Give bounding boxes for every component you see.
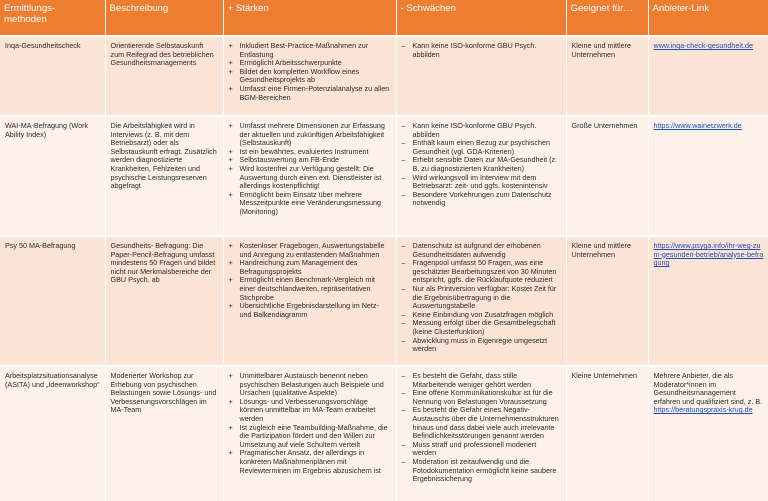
weakness-item: – Nur als Printversion verfügbar: Kostet Zeit für die Ergebnisübertragung in die Auswertungstabelle <box>401 283 557 311</box>
strength-item: + Übersichtliche Ergebnisdarstellung im Netz- und Balkendiagramm <box>228 301 379 319</box>
cell-anbieter <box>648 236 768 366</box>
strength-item: + Lösungs- und Verbesserungsvorschläge können unmittelbar im MA-Team erarbeitet werden <box>228 396 376 423</box>
cell-anbieter <box>648 36 768 116</box>
provider-link[interactable]: https://www.psyga.info/ihr-weg-zum-gesunden-betrieb/analyse-befragung <box>653 241 764 268</box>
cell-staerken <box>223 36 396 116</box>
strength-item: + Inkludiert Best-Practice-Maßnahmen zur Entlastung <box>228 41 369 59</box>
cell-staerken <box>223 116 396 236</box>
weakness-item: – Kann keine ISO-konforme GBU Psych. abbilden <box>401 121 537 139</box>
header-beschreibung: Beschreibung <box>105 0 223 36</box>
table-row <box>0 116 768 236</box>
cell-staerken <box>223 366 396 501</box>
weakness-item: – Kann keine ISO-konforme GBU Psych. abbilden <box>401 41 537 59</box>
cell-anbieter <box>648 116 768 236</box>
strength-item: + Ermöglicht Arbeitsschwerpunkte <box>228 58 342 68</box>
strength-item: + Unmittelbarer Austausch benennt neben psychischen Belastungen auch Beispiele und Ursachen (qualitative Aspekte) <box>228 371 384 398</box>
weakness-item: – Moderation ist zeitaufwendig und die Fotodokumentation ermöglicht keine saubere Ergebnissicherung <box>401 456 557 484</box>
cell-beschreibung: Die Arbeitsfähigkeit wird in Interviews (z. B. mit dem Betriebsarzt) oder als Selbstauskunft erfragt. Zusätzlich werden diagnostizierte Krankheiten, Fehlzeiten und psychische Leistungsreserven abgefragt <box>105 116 223 236</box>
weakness-item: – Es besteht die Gefahr eines Negativ-Austauschs über die Unternehmensstrukturen hinaus und dass dabei viele auch irrelevante Befindlichkeitsstörungen genannt werden <box>401 405 559 441</box>
cell-geeignet: Kleine Unternehmen <box>566 366 648 501</box>
provider-link[interactable]: https://beratungspraxis-krug.de <box>653 405 753 415</box>
cell-beschreibung: Moderierter Workshop zur Erhebung von psychischen Belastungen sowie Lösungs- und Verbesserungsvorschlägen im MA-Team <box>105 366 223 501</box>
header-anbieter-link: Anbieter-Link <box>648 0 768 36</box>
strength-item: + Kostenloser Fragebogen, Auswertungstabelle und Anregung zu entlastenden Maßnahmen <box>228 241 385 259</box>
cell-geeignet: Große Unternehmen <box>566 116 648 236</box>
weakness-item: – Wird wirkungsvoll im Interview mit dem Betriebsarzt: zeit- und ggfs. kostenintensiv <box>401 172 548 191</box>
strength-item: + Umfasst eine Firmen-Potenzialanalyse zu allen BGM-Bereichen <box>228 83 390 102</box>
strength-item: + Ist ein bewährtes, evaluiertes Instrument <box>228 146 369 156</box>
strength-item: + Ermöglicht einen Benchmark-Vergleich mit einer deutschlandweiten, repräsentativen Stichprobe <box>228 275 375 302</box>
provider-text: Mehrere Anbieter, die als Moderator*innen im Gesundheitsmanagement erfahren und qualifiziert sind, z. B. <box>653 371 763 406</box>
strength-item: + Handreichung zum Management des Befragungsprojekts <box>228 258 358 276</box>
cell-anbieter <box>648 366 768 501</box>
provider-link[interactable]: www.inqa-check-gesundheit.de <box>653 41 753 50</box>
cell-methode: WAI-MA-Befragung (Work Ability Index) <box>0 116 105 236</box>
table-row <box>0 236 768 366</box>
strength-item: + Ermöglicht beim Einsatz über mehrere Messzeitpunkte eine Veränderungsmessung (Monitoring) <box>228 189 381 216</box>
strength-item: + Umfasst mehrere Dimensionen zur Erfassung der aktuellen und zukünftigen Arbeitsfähigkeit (Selbstauskunft) <box>228 121 385 148</box>
weakness-item: – Abwicklung muss in Eigenregie umgesetzt werden <box>401 335 548 354</box>
cell-beschreibung: Orientierende Selbstauskunft zum Reifegrad des betrieblichen Gesundheitsmanagements <box>105 36 223 116</box>
cell-methode: Psy 50 MA-Befragung <box>0 236 105 366</box>
cell-geeignet: Kleine und mittlere Unternehmen <box>566 236 648 366</box>
cell-geeignet: Kleine und mittlere Unternehmen <box>566 36 648 116</box>
provider-link[interactable]: https://www.wainetzwerk.de <box>653 121 742 130</box>
header-schwaechen: - Schwächen <box>396 0 566 36</box>
weakness-item: – Eine offene Kommunikationskultur ist für die Nennung von Belastungen Voraussetzung <box>401 388 553 406</box>
cell-schwaechen <box>396 366 566 501</box>
weakness-item: – Fragenpool umfasst 50 Fragen, was eine geschätzter Bearbeitungszeit von 30 Minuten entspricht, ggfs. die Rücklaufquote reduziert <box>401 258 557 285</box>
cell-methode: Inqa-Gesundheitscheck <box>0 36 105 116</box>
header-row <box>0 0 768 36</box>
weakness-item: – Enthält kaum einen Bezug zur psychischen Gesundheit (vgl. GDA-Kriterien) <box>401 138 550 156</box>
cell-schwaechen <box>396 236 566 366</box>
weakness-item: – Erhebt sensible Daten zur MA-Gesundheit (z. B. zu diagnostizierten Krankheiten) <box>401 155 558 173</box>
weakness-item: – Besondere Vorkehrungen zum Datenschutz notwendig <box>401 189 552 208</box>
cell-beschreibung: Gesundheits- Befragung: Die Paper-Pencil-Befragung umfasst mindestens 50 Fragen und bildet nicht nur Merkmalsbereiche der GBU Psych. ab <box>105 236 223 366</box>
header-staerken: + Stärken <box>223 0 396 36</box>
strength-item: + Wird kostenfrei zur Verfügung gestellt: Die Auswertung durch einen ext. Dienstleister ist allerdings kostenpflichtig! <box>228 163 382 191</box>
weakness-item: – Messung erfolgt über die Gesamtbelegschaft (keine Clusterfunktion) <box>401 318 556 336</box>
weakness-item: – Keine Einbindung von Zusatzfragen möglich <box>401 309 554 319</box>
cell-schwaechen <box>396 116 566 236</box>
weakness-item: – Es besteht die Gefahr, dass stille Mitarbeitende weniger gehört werden <box>401 371 532 389</box>
header-geeignet: Geeignet für… <box>566 0 648 36</box>
table-row <box>0 366 768 501</box>
strength-item: + Bildet den kompletten Workflow eines Gesundheitsprojekts ab <box>228 66 360 85</box>
cell-staerken <box>223 236 396 366</box>
weakness-item: – Datenschutz ist aufgrund der erhobenen Gesundheitsdaten aufwendig <box>401 241 541 259</box>
strength-item: + Pragmatischer Ansatz, der allerdings in konkreten Maßnahmenplänen mit Reviewterminen im Ergebnis abzusichern ist <box>228 448 381 475</box>
header-ermittlungsmethoden: Ermittlungs- methoden <box>0 0 105 36</box>
table-row <box>0 36 768 116</box>
cell-methode: Arbeitsplatzsituationsanalyse (ASITA) und „Ideenworkshop“ <box>0 366 105 501</box>
weakness-item: – Muss straff und professionell moderiert werden <box>401 439 537 458</box>
strength-item: + Ist zugleich eine Teambuilding-Maßnahme, die die Partizipation fördert und den Willen zur Umsetzung auf viele Schultern verteilt <box>228 422 388 449</box>
cell-schwaechen <box>396 36 566 116</box>
strength-item: + Selbstauswertung am FB-Ende <box>228 155 339 165</box>
